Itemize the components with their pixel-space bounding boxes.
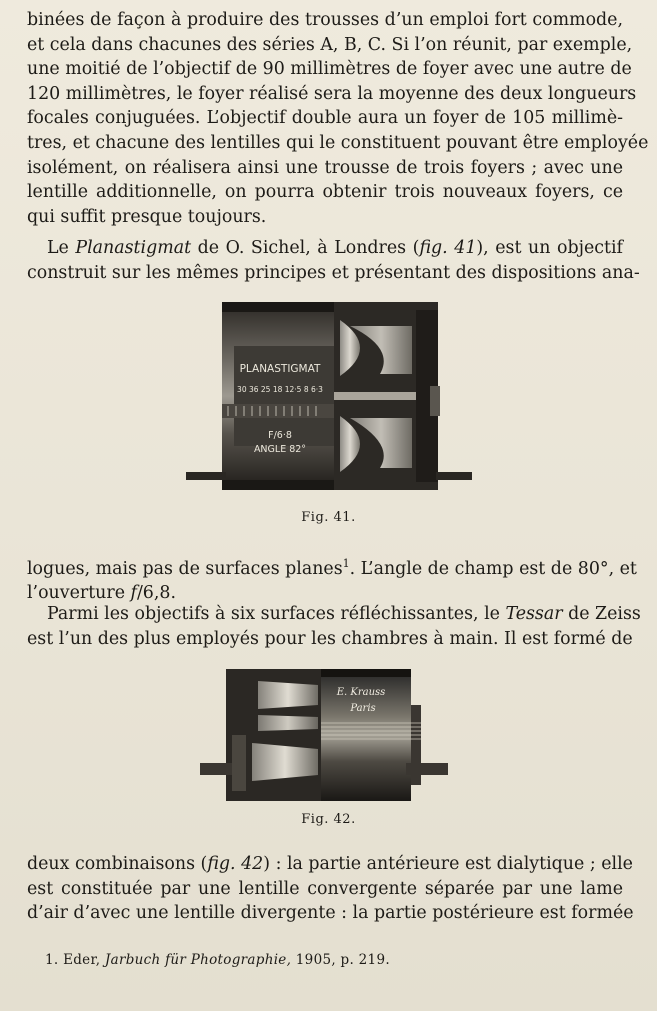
paragraph-champ [27, 552, 637, 606]
mount-flange [200, 763, 232, 775]
lens-element-front [258, 681, 318, 709]
text-line: lentille additionnelle, on pourra obtenir trois nouveaux foyers, ce [27, 182, 623, 203]
engraving-angle: ANGLE 82° [253, 444, 307, 455]
paragraph-combinaisons [27, 852, 634, 926]
figure-reference: fig. 42 [207, 854, 264, 874]
engraving-city: Paris [350, 703, 376, 714]
text-line: deux combinaisons (fig. 42) : la partie antérieure est dialytique ; elle [27, 854, 633, 874]
figure-41-planastigmat-lens [180, 296, 475, 501]
lens-name-tessar: Tessar [505, 604, 563, 624]
footnote [45, 952, 390, 968]
text-line: isolément, on réalisera ainsi une trousse de trois foyers ; avec une [27, 157, 623, 178]
engraving-aperture: F/6·8 [268, 430, 292, 441]
text-line: d’air d’avec une lentille divergente : la partie postérieure est formée [27, 903, 634, 924]
paragraph-trousses [27, 8, 649, 229]
footnote-author: Eder, [63, 952, 101, 968]
text-line: focales conjuguées. L’objectif double aura un foyer de 105 millimè- [27, 108, 623, 129]
paragraph-tessar [27, 602, 641, 651]
text-line: est constituée par une lentille convergente séparée par une lame [27, 878, 623, 899]
figure-reference: fig. 41 [419, 238, 477, 258]
lens-name-planastigmat: Planastigmat [75, 238, 192, 258]
figure-42-tessar-lens [196, 665, 451, 805]
footnote-marker: 1 [342, 557, 350, 570]
text-line: 120 millimètres, le foyer réalisé sera la moyenne des deux longueurs [27, 83, 637, 104]
paragraph-planastigmat [27, 236, 640, 285]
lens-element-rear [252, 743, 318, 781]
footnote-title: Jarbuch für Photographie, [104, 952, 292, 968]
text-line: Le Planastigmat de O. Sichel, à Londres (fig. 41), est un objectif [47, 238, 623, 258]
text-line: tres, et chacune des lentilles qui le constituent pouvant être employée [27, 132, 649, 153]
engraving-maker: E. Krauss [336, 687, 386, 698]
figure-41-caption: Fig. 41. [301, 510, 356, 525]
text-line: une moitié de l’objectif de 90 millimètres de foyer avec une autre de [27, 59, 632, 80]
engraving-aperture-scale: 30 36 25 18 12·5 8 6·3 [237, 385, 323, 394]
footnote-rest: 1905, p. 219. [295, 952, 390, 968]
figure-42-caption: Fig. 42. [301, 812, 356, 827]
footnote-number: 1. [45, 952, 59, 968]
text-line: logues, mais pas de surfaces planes$^1$. L’angle de champ est de 80°, et [27, 557, 637, 579]
text-line: construit sur les mêmes principes et présentant des dispositions ana- [27, 262, 640, 283]
text-line: Parmi les objectifs à six surfaces réfléchissantes, le Tessar de Zeiss [47, 604, 641, 624]
text-line: et cela dans chacunes des séries A, B, C. Si l’on réunit, par exemple, [27, 34, 633, 55]
text-line: l’ouverture f/6,8. [27, 583, 176, 604]
text-line: qui suffit presque toujours. [27, 206, 267, 227]
mount-flange [186, 472, 226, 480]
text-line: binées de façon à produire des trousses d’un emploi fort commode, [27, 10, 623, 30]
engraving-brand: PLANASTIGMAT [239, 363, 321, 375]
text-line: est l’un des plus employés pour les chambres à main. Il est formé de [27, 628, 633, 649]
